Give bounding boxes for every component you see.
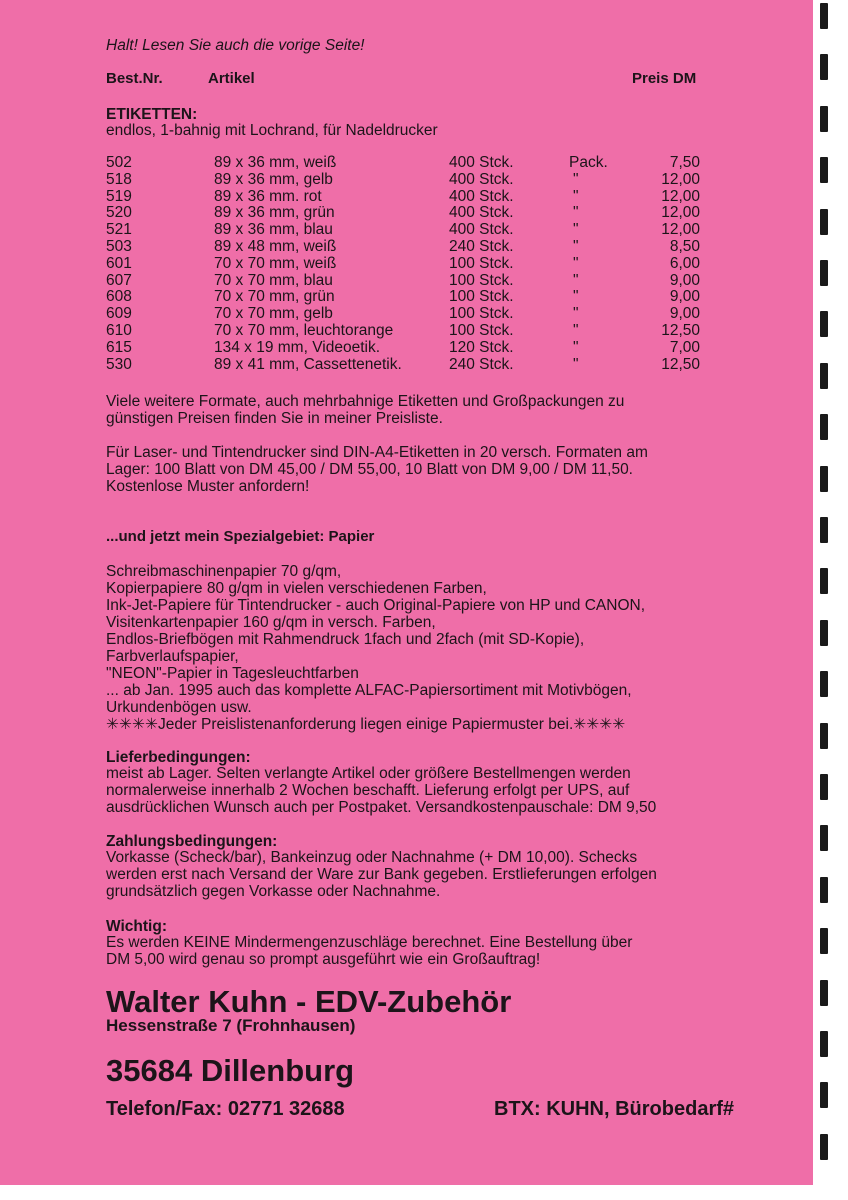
item-pack: Pack. <box>569 154 608 171</box>
feed-hole <box>820 723 828 749</box>
item-quantity: 100 Stck. <box>449 254 514 272</box>
item-description: 89 x 41 mm, Cassettenetik. <box>214 355 402 373</box>
item-number: 520 <box>106 204 132 222</box>
company-name: Walter Kuhn - EDV-Zubehör <box>106 984 512 1019</box>
table-row <box>106 239 706 256</box>
item-number: 503 <box>106 237 132 255</box>
item-number: 518 <box>106 170 132 188</box>
item-pack: " <box>573 305 579 323</box>
item-quantity: 240 Stck. <box>449 355 514 373</box>
item-description: 89 x 36 mm. rot <box>214 187 322 205</box>
feed-hole <box>820 1031 828 1057</box>
company-phone: Telefon/Fax: 02771 32688 <box>106 1098 345 1120</box>
notice-text: Halt! Lesen Sie auch die vorige Seite! <box>106 37 365 54</box>
important-heading: Wichtig: <box>106 918 167 935</box>
feed-hole <box>820 774 828 800</box>
company-btx: BTX: KUHN, Bürobedarf# <box>494 1098 735 1120</box>
item-description: 70 x 70 mm, blau <box>214 271 333 289</box>
header-artikel: Artikel <box>208 70 255 87</box>
feed-hole <box>820 54 828 80</box>
paper-line-7: "NEON"-Papier in Tagesleuchtfarben <box>106 665 359 682</box>
item-quantity: 400 Stck. <box>449 204 514 222</box>
item-number: 502 <box>106 154 132 171</box>
table-row <box>106 306 706 323</box>
item-pack: " <box>573 338 579 356</box>
payment-line-2: werden erst nach Versand der Ware zur Bank gegeben. Erstlieferungen erfolgen <box>106 866 657 883</box>
item-quantity: 400 Stck. <box>449 221 514 239</box>
item-pack: " <box>573 237 579 255</box>
table-row <box>106 189 706 206</box>
formats-line-2: günstigen Preisen finden Sie in meiner Preisliste. <box>106 410 443 427</box>
paper-line-3: Ink-Jet-Papiere für Tintendrucker - auch Original-Papiere von HP und CANON, <box>106 597 646 614</box>
table-row <box>106 256 706 273</box>
feed-hole <box>820 928 828 954</box>
item-quantity: 400 Stck. <box>449 170 514 188</box>
feed-hole <box>820 517 828 543</box>
paper-line-8: ... ab Jan. 1995 auch das komplette ALFAC-Papiersortiment mit Motivbögen, <box>106 682 632 699</box>
paper-line-2: Kopierpapiere 80 g/qm in vielen verschiedenen Farben, <box>106 580 487 597</box>
item-quantity: 100 Stck. <box>449 288 514 306</box>
labels-heading: ETIKETTEN: <box>106 106 198 123</box>
feed-hole <box>820 877 828 903</box>
item-description: 134 x 19 mm, Videoetik. <box>214 338 380 356</box>
item-description: 70 x 70 mm, leuchtorange <box>214 321 394 339</box>
item-description: 89 x 36 mm, grün <box>214 204 335 222</box>
item-price: 7,50 <box>669 154 700 171</box>
feed-hole <box>820 106 828 132</box>
item-price: 9,00 <box>669 271 700 289</box>
item-quantity: 240 Stck. <box>449 237 514 255</box>
item-number: 610 <box>106 321 132 339</box>
feed-hole <box>820 1134 828 1160</box>
item-quantity: 400 Stck. <box>449 187 514 205</box>
feed-hole <box>820 363 828 389</box>
item-pack: " <box>573 355 579 373</box>
item-number: 530 <box>106 355 132 373</box>
feed-hole <box>820 620 828 646</box>
delivery-heading: Lieferbedingungen: <box>106 749 251 766</box>
delivery-line-3: ausdrücklichen Wunsch auch per Postpaket. Versandkostenpauschale: DM 9,50 <box>106 799 657 816</box>
payment-line-1: Vorkasse (Scheck/bar), Bankeinzug oder Nachnahme (+ DM 10,00). Schecks <box>106 849 638 866</box>
item-quantity: 120 Stck. <box>449 338 514 356</box>
table-row <box>106 323 706 340</box>
feed-hole <box>820 311 828 337</box>
feed-hole <box>820 980 828 1006</box>
payment-line-3: grundsätzlich gegen Vorkasse oder Nachnahme. <box>106 883 441 900</box>
item-description: 89 x 36 mm, blau <box>214 221 333 239</box>
item-number: 615 <box>106 338 132 356</box>
item-price: 9,00 <box>669 288 700 306</box>
item-pack: " <box>573 187 579 205</box>
header-preis: Preis DM <box>632 70 697 87</box>
important-line-2: DM 5,00 wird genau so prompt ausgeführt wie ein Großauftrag! <box>106 951 541 968</box>
paper-heading: ...und jetzt mein Spezialgebiet: Papier <box>106 528 375 545</box>
feed-hole <box>820 414 828 440</box>
item-pack: " <box>573 254 579 272</box>
item-price: 12,50 <box>661 355 700 373</box>
price-table <box>106 155 706 373</box>
item-number: 521 <box>106 221 132 239</box>
feed-hole <box>820 3 828 29</box>
formats-line-1: Viele weitere Formate, auch mehrbahnige Etiketten und Großpackungen zu <box>106 393 625 410</box>
item-pack: " <box>573 170 579 188</box>
item-description: 70 x 70 mm, weiß <box>214 254 337 272</box>
feed-hole <box>820 825 828 851</box>
item-price: 8,50 <box>669 237 700 255</box>
paper-line-9: Urkundenbögen usw. <box>106 699 252 716</box>
item-quantity: 100 Stck. <box>449 271 514 289</box>
item-price: 12,00 <box>661 170 700 188</box>
feed-hole <box>820 157 828 183</box>
item-description: 89 x 36 mm, weiß <box>214 154 337 171</box>
item-price: 12,00 <box>661 204 700 222</box>
table-row <box>106 205 706 222</box>
item-price: 12,00 <box>661 187 700 205</box>
feed-hole <box>820 209 828 235</box>
item-quantity: 100 Stck. <box>449 321 514 339</box>
delivery-line-1: meist ab Lager. Selten verlangte Artikel oder größere Bestellmengen werden <box>106 765 631 782</box>
paper-line-5: Endlos-Briefbögen mit Rahmendruck 1fach und 2fach (mit SD-Kopie), <box>106 631 585 648</box>
important-line-1: Es werden KEINE Mindermengenzuschläge berechnet. Eine Bestellung über <box>106 934 633 951</box>
item-description: 89 x 48 mm, weiß <box>214 237 337 255</box>
company-street: Hessenstraße 7 (Frohnhausen) <box>106 1016 356 1035</box>
header-best-nr: Best.Nr. <box>106 70 163 87</box>
table-row <box>106 357 706 374</box>
laser-line-3: Kostenlose Muster anfordern! <box>106 478 310 495</box>
item-quantity: 400 Stck. <box>449 154 514 171</box>
item-price: 12,50 <box>661 321 700 339</box>
item-description: 70 x 70 mm, gelb <box>214 305 333 323</box>
table-row <box>106 289 706 306</box>
feed-hole <box>820 671 828 697</box>
table-row <box>106 155 706 172</box>
item-price: 9,00 <box>669 305 700 323</box>
paper-line-1: Schreibmaschinenpapier 70 g/qm, <box>106 563 342 580</box>
item-pack: " <box>573 204 579 222</box>
paper-line-4: Visitenkartenpapier 160 g/qm in versch. Farben, <box>106 614 436 631</box>
labels-subheading: endlos, 1-bahnig mit Lochrand, für Nadeldrucker <box>106 122 438 139</box>
item-pack: " <box>573 321 579 339</box>
item-pack: " <box>573 271 579 289</box>
feed-hole <box>820 568 828 594</box>
item-pack: " <box>573 221 579 239</box>
feed-hole <box>820 1082 828 1108</box>
item-number: 609 <box>106 305 132 323</box>
item-price: 6,00 <box>669 254 700 272</box>
feed-hole <box>820 260 828 286</box>
item-number: 607 <box>106 271 132 289</box>
feed-hole <box>820 466 828 492</box>
item-number: 601 <box>106 254 132 272</box>
item-price: 12,00 <box>661 221 700 239</box>
tractor-feed-strip <box>813 0 848 1200</box>
paper-samples-line: ✳✳✳✳Jeder Preislistenanforderung liegen einige Papiermuster bei.✳✳✳✳ <box>106 716 626 733</box>
item-pack: " <box>573 288 579 306</box>
table-row <box>106 340 706 357</box>
company-city: 35684 Dillenburg <box>106 1053 355 1088</box>
item-price: 7,00 <box>669 338 700 356</box>
delivery-line-2: normalerweise innerhalb 2 Wochen beschafft. Lieferung erfolgt per UPS, auf <box>106 782 630 799</box>
laser-line-2: Lager: 100 Blatt von DM 45,00 / DM 55,00, 10 Blatt von DM 9,00 / DM 11,50. <box>106 461 633 478</box>
item-number: 519 <box>106 187 132 205</box>
laser-line-1: Für Laser- und Tintendrucker sind DIN-A4-Etiketten in 20 versch. Formaten am <box>106 444 648 461</box>
payment-heading: Zahlungsbedingungen: <box>106 833 278 850</box>
item-description: 70 x 70 mm, grün <box>214 288 335 306</box>
item-quantity: 100 Stck. <box>449 305 514 323</box>
table-row <box>106 172 706 189</box>
paper-line-6: Farbverlaufspapier, <box>106 648 239 665</box>
item-number: 608 <box>106 288 132 306</box>
table-row <box>106 222 706 239</box>
table-row <box>106 273 706 290</box>
item-description: 89 x 36 mm, gelb <box>214 170 333 188</box>
